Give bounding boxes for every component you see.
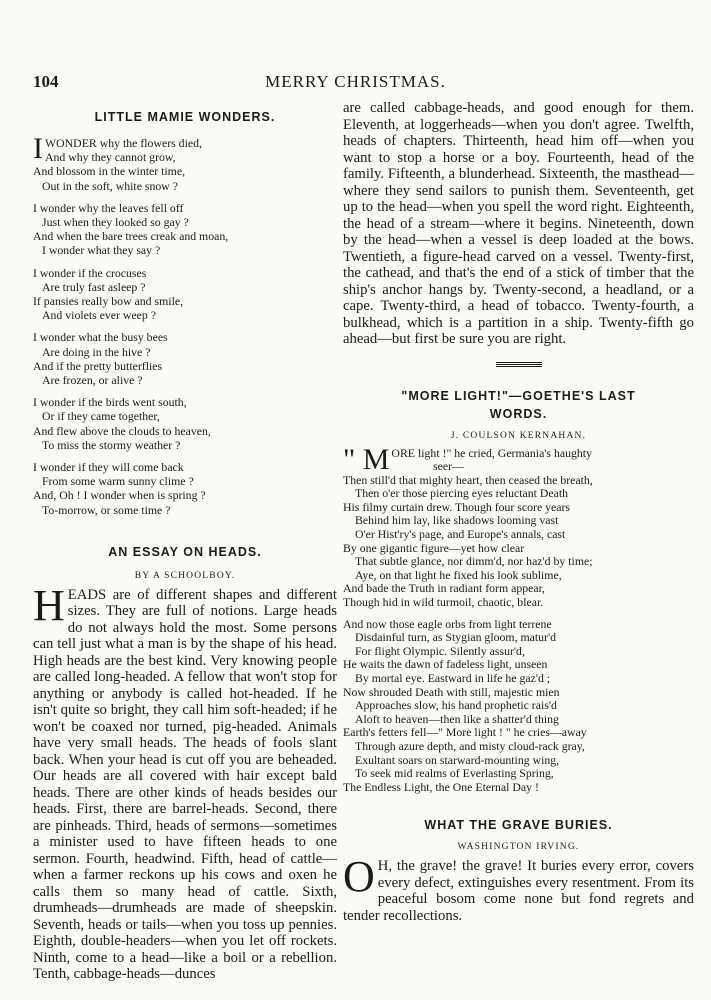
goethe-poem-line-text: Though hid in wild turmoil, chaotic, blear. — [343, 595, 544, 610]
mamie-poem-line-text: Are doing in the hive ? — [42, 344, 151, 359]
goethe-poem-line — [343, 767, 694, 781]
goethe-poem-line — [343, 699, 694, 713]
goethe-poem-stanza — [343, 618, 694, 795]
mamie-poem-line — [33, 201, 337, 215]
goethe-poem-line-text: Earth's fetters fell—" More light ! " he cries—away — [343, 725, 587, 740]
mamie-poem-line — [33, 164, 337, 178]
mamie-poem-line — [33, 229, 337, 243]
mamie-poem-line-text: Or if they came together, — [42, 409, 160, 424]
goethe-poem-line-text: He waits the dawn of fadeless light, unseen — [343, 657, 548, 672]
goethe-poem-line-text: Approaches slow, his hand prophetic rais'd — [355, 698, 557, 713]
mamie-poem-line — [33, 308, 337, 322]
goethe-poem-line-text: Then o'er those piercing eyes reluctant Death — [355, 486, 569, 501]
mamie-poem-line — [33, 280, 337, 294]
mamie-poem-line — [33, 330, 337, 344]
mamie-poem-line — [33, 359, 337, 373]
goethe-poem-line-text: Aye, on that light he fixed his look sublime, — [355, 567, 562, 582]
mamie-poem-line-text: And violets ever weep ? — [42, 308, 156, 323]
mamie-poem-line — [33, 395, 337, 409]
goethe-poem-line — [343, 596, 694, 610]
mamie-poem-line-text: And why they cannot grow, — [45, 150, 176, 165]
mamie-poem-line-text: To-morrow, or some time ? — [42, 502, 171, 517]
goethe-title-line2: WORDS. — [489, 406, 548, 421]
goethe-poem-line — [343, 501, 694, 515]
goethe-poem-line — [343, 569, 694, 583]
mamie-poem-line — [33, 488, 337, 502]
mamie-poem — [33, 132, 337, 517]
page-number: 104 — [33, 72, 59, 91]
grave-title: WHAT THE GRAVE BURIES. — [424, 818, 613, 833]
mamie-poem-line-text: I wonder if the crocuses — [33, 265, 147, 280]
mamie-poem-line-text: And flew above the clouds to heaven, — [33, 423, 211, 438]
goethe-byline: J. COULSON KERNAHAN. — [450, 430, 587, 441]
grave-byline: WASHINGTON IRVING. — [457, 842, 580, 853]
mamie-poem-line-text: I wonder what they say ? — [42, 243, 161, 258]
mamie-poem-line-text: And blossom in the winter time, — [33, 164, 186, 179]
mamie-poem-line — [33, 438, 337, 452]
mamie-poem-line — [33, 266, 337, 280]
mamie-poem-line — [33, 345, 337, 359]
goethe-poem-line-text: Now shrouded Death with still, majestic mien — [343, 684, 560, 699]
goethe-poem-line — [343, 781, 694, 795]
mamie-poem-line — [33, 373, 337, 387]
mamie-poem-line — [33, 243, 337, 257]
goethe-poem-line-text: Disdainful turn, as Stygian gloom, matur'd — [355, 630, 557, 645]
goethe-poem-line — [343, 514, 694, 528]
goethe-poem-line-text: Through azure depth, and misty cloud-rack gray, — [355, 738, 585, 753]
goethe-poem-line-text: By one gigantic figure—yet how clear — [343, 540, 525, 555]
goethe-poem-stanza — [343, 442, 694, 610]
goethe-poem-line-text: For flight Olympic. Silently assur'd, — [355, 643, 525, 658]
goethe-poem-line — [343, 672, 694, 686]
goethe-poem-line — [343, 487, 694, 501]
mamie-poem-stanza — [33, 201, 337, 258]
right-column — [343, 100, 694, 924]
goethe-poem-line-text: And bade the Truth in radiant form appear, — [343, 581, 545, 596]
mamie-poem-line-text: From some warm sunny clime ? — [42, 474, 194, 489]
mamie-poem-line — [33, 215, 337, 229]
goethe-poem-line-text: O'er Hist'ry's page, and Europe's annals, cast — [355, 527, 566, 542]
goethe-poem-line — [343, 582, 694, 596]
goethe-poem-line — [343, 542, 694, 556]
mamie-poem-line-text: To miss the stormy weather ? — [42, 437, 181, 452]
essay-title: AN ESSAY ON HEADS. — [108, 544, 262, 559]
mamie-poem-line-text: And, Oh ! I wonder when is spring ? — [33, 488, 206, 503]
goethe-poem-line — [343, 713, 694, 727]
goethe-poem-line — [343, 726, 694, 740]
mamie-poem-stanza — [33, 330, 337, 387]
mamie-poem-line — [33, 503, 337, 517]
essay-body-right: are called cabbage-heads, and good enough for them. Eleventh, at loggerheads—when you don't agree. Twelfth, heads of chapters. Thirteenth, head him off—when you want to stop a horse or a boy. Fourteenth, head of the family. Fifteenth, a blunderhead. Sixteenth, the masthead—where they send sailors to punish them. Seventeenth, get up to the head—when you spell the word right. Eighteenth, the head of a stream—where it begins. Nineteenth, down by the head—when a vessel is deep loaded at the bows. Twentieth, a figure-head carved on a vessel. Twenty-first, the cathead, and that's the end of a stick of timber that the ship's anchor hangs by. Twenty-second, a headland, or a cape. Twenty-third, a head of tobacco. Twenty-fourth, a bulkhead, which is a partition in a ship. Twenty-fifth go ahead—but first be sure you are right. — [343, 100, 694, 347]
mamie-poem-line-text: Just when they looked so gay ? — [42, 215, 189, 230]
mamie-poem-line-text: If pansies really bow and smile, — [33, 294, 184, 309]
goethe-poem-line-text: Then still'd that mighty heart, then ceased the breath, — [343, 472, 593, 487]
grave-text: H, the grave! the grave! It buries every error, covers every defect, extinguishes every resentment. From its peaceful bosom come none but fond regrets and tender recollections. — [343, 858, 694, 924]
goethe-poem-line-text: Exultant soars on starward-mounting wing, — [355, 752, 560, 767]
essay-text-left: EADS are of different shapes and different sizes. They are full of notions. Large heads do not always hold the most. Some persons can tell just what a man is by the shape of his head. High heads are the best kind. Very knowing people are called long-headed. A fellow that won't stop for anything or anybody is called hot-headed. If he isn't quite so bright, they call him soft-headed; if he won't be coaxed nor turned, pig-headed. Animals have very small heads. The heads of fools slant back. When your head is cut off you are beheaded. Our heads are all covered with hair except bald heads. There are other kinds of heads besides our heads. First, there are barrel-heads. Second, there are pinheads. Third, heads of sermons—sometimes a minister used to have fifteen heads to one sermon. Fourth, headwind. Fifth, head of cattle—when a farmer reckons up his cows and oxen he calls them so many head of cattle. Sixth, drumheads—drumheads are made of sheepskin. Seventh, heads or tails—when you toss up pennies. Eighth, double-headers—when you let off rockets. Ninth, come to a head—like a boil or a rebellion. Tenth, cabbage-heads—dunces — [33, 586, 337, 983]
mamie-poem-line — [33, 409, 337, 423]
mamie-poem-line — [33, 294, 337, 308]
mamie-poem-line — [33, 460, 337, 474]
goethe-poem-line-text: His filmy curtain drew. Though four score years — [343, 499, 571, 514]
grave-dropcap: O — [343, 852, 375, 902]
running-title: MERRY CHRISTMAS. — [265, 72, 446, 91]
mamie-poem-stanza — [33, 266, 337, 323]
goethe-poem-line — [343, 631, 694, 645]
mamie-poem-line — [33, 179, 337, 193]
mamie-poem-dropcap: I — [33, 132, 43, 165]
mamie-poem-line-text: I wonder why the leaves fell off — [33, 200, 184, 215]
mamie-poem-line-text: WONDER why the flowers died, — [45, 136, 202, 150]
section-divider — [496, 364, 542, 365]
goethe-poem-line-text: ORE light !" he cried, Germania's haughty — [391, 445, 592, 460]
left-column — [33, 104, 337, 983]
goethe-poem-line-text: To seek mid realms of Everlasting Spring, — [355, 766, 554, 781]
mamie-poem-stanza — [33, 395, 337, 452]
mamie-poem-line — [33, 474, 337, 488]
goethe-poem-line — [343, 645, 694, 659]
mamie-poem-line-text: Are frozen, or alive ? — [42, 373, 143, 388]
mamie-poem-line — [33, 150, 337, 164]
mamie-poem-line-text: Out in the soft, white snow ? — [42, 178, 178, 193]
grave-body — [343, 852, 694, 924]
mamie-poem-line-text: And when the bare trees creak and moan, — [33, 229, 229, 244]
mamie-poem-line-text: And if the pretty butterflies — [33, 358, 163, 373]
mamie-poem-line-text: I wonder what the busy bees — [33, 330, 168, 345]
mamie-poem-line-text: Are truly fast asleep ? — [42, 279, 146, 294]
goethe-poem-line — [343, 474, 694, 488]
goethe-poem-line-text: Behind him lay, like shadows looming vast — [355, 513, 559, 528]
essay-byline: BY A SCHOOLBOY. — [134, 570, 236, 581]
essay-body-left — [33, 580, 337, 983]
goethe-poem-line — [343, 460, 694, 474]
mamie-poem-line-text: I wonder if they will come back — [33, 460, 184, 475]
goethe-poem-line — [343, 528, 694, 542]
mamie-title: LITTLE MAMIE WONDERS. — [94, 110, 276, 124]
goethe-title-line1: "MORE LIGHT!"—GOETHE'S LAST — [401, 388, 636, 403]
mamie-poem-line-text: I wonder if the birds went south, — [33, 395, 187, 410]
goethe-poem-line — [343, 555, 694, 569]
goethe-poem-line — [343, 740, 694, 754]
goethe-poem-line — [343, 686, 694, 700]
goethe-poem-line-text: seer— — [433, 459, 464, 474]
goethe-poem-dropcap: " M — [343, 442, 390, 476]
goethe-poem-line-text: That subtle glance, nor dimm'd, nor haz'd by time; — [355, 554, 593, 569]
mamie-poem-stanza — [33, 460, 337, 517]
mamie-poem-stanza — [33, 132, 337, 193]
goethe-poem-line-text: And now those eagle orbs from light terrene — [343, 616, 552, 631]
goethe-poem-line-text: Aloft to heaven—then like a shatter'd thing — [355, 711, 559, 726]
goethe-poem-line-text: By mortal eye. Eastward in life he gaz'd ; — [355, 671, 551, 685]
mamie-poem-line — [33, 424, 337, 438]
essay-dropcap: H — [33, 580, 65, 630]
goethe-poem-line — [343, 618, 694, 632]
goethe-poem-line — [343, 754, 694, 768]
goethe-poem — [343, 442, 694, 795]
goethe-poem-line-text: The Endless Light, the One Eternal Day ! — [343, 779, 539, 794]
goethe-poem-line — [343, 658, 694, 672]
